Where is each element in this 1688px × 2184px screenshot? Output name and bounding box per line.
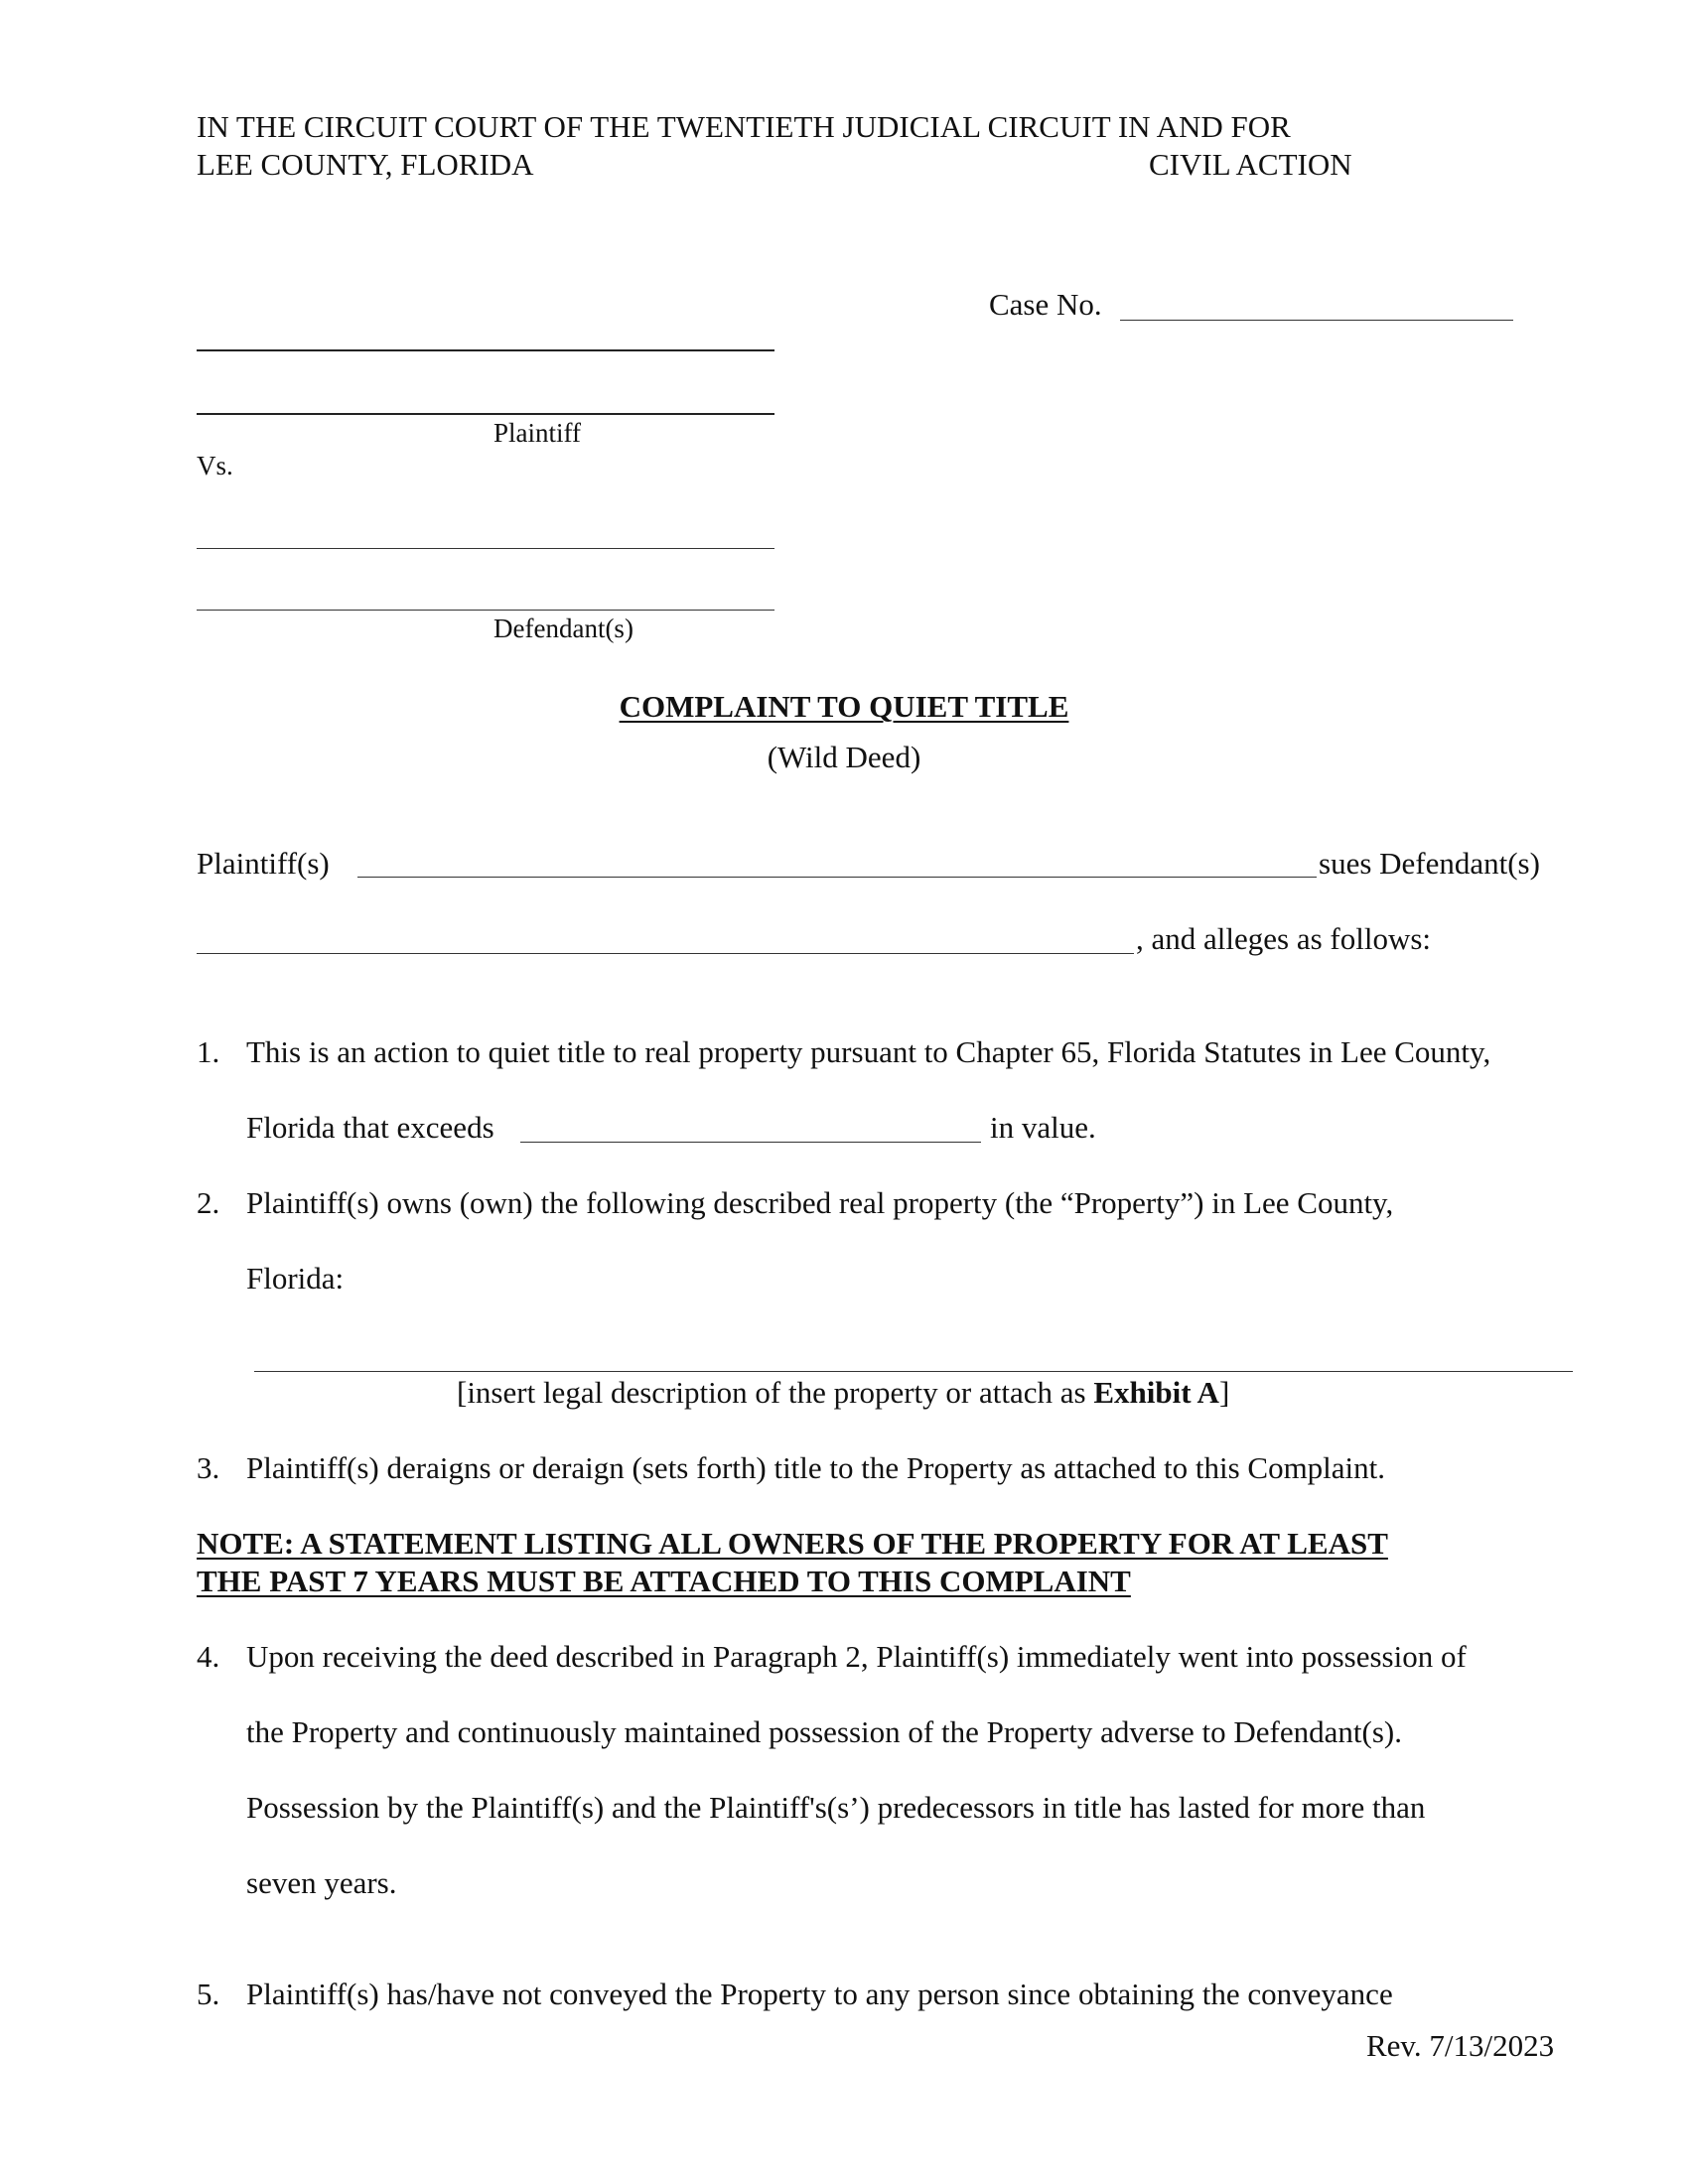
paragraph-4-line-3: Possession by the Plaintiff(s) and the Plaintiff's(s’) predecessors in title has lasted for more than <box>246 1790 1426 1825</box>
revision-date: Rev. 7/13/2023 <box>1366 2028 1555 2063</box>
action-type: CIVIL ACTION <box>1149 147 1352 182</box>
paragraph-4-line-1: Upon receiving the deed described in Paragraph 2, Plaintiff(s) immediately went into possession of <box>246 1639 1467 1674</box>
note-line-1 <box>197 1526 1388 1562</box>
paragraph-1-line-2a: Florida that exceeds <box>246 1110 494 1145</box>
paragraph-3-number: 3. <box>197 1450 220 1485</box>
paragraph-2-line-1: Plaintiff(s) owns (own) the following described real property (the “Property”) in Lee County, <box>246 1185 1394 1220</box>
court-heading: IN THE CIRCUIT COURT OF THE TWENTIETH JUDICIAL CIRCUIT IN AND FOR <box>197 109 1291 144</box>
plaintiff-label: Plaintiff <box>493 418 582 448</box>
paragraph-5-line-1: Plaintiff(s) has/have not conveyed the Property to any person since obtaining the conveyance <box>246 1977 1393 2011</box>
paragraph-2-line-2: Florida: <box>246 1261 345 1296</box>
paragraph-2-number: 2. <box>197 1185 220 1220</box>
case-no-field[interactable] <box>1120 320 1513 321</box>
note-line-2-text: THE PAST 7 YEARS MUST BE ATTACHED TO THIS COMPLAINT <box>197 1564 1131 1598</box>
note-line-1-text: NOTE: A STATEMENT LISTING ALL OWNERS OF THE PROPERTY FOR AT LEAST <box>197 1526 1388 1561</box>
document-title-text: COMPLAINT TO QUIET TITLE <box>619 689 1069 724</box>
legal-description-instruction <box>457 1375 1229 1411</box>
defendant-name-line-2[interactable] <box>197 610 774 611</box>
paragraph-1-line-2b: in value. <box>990 1110 1096 1145</box>
plaintiff-name-line-2[interactable] <box>197 413 774 415</box>
document-subtitle: (Wild Deed) <box>767 740 921 774</box>
intro-alleges-label: , and alleges as follows: <box>1136 921 1432 956</box>
county-label: LEE COUNTY, FLORIDA <box>197 147 534 182</box>
paragraph-4-number: 4. <box>197 1639 220 1674</box>
legal-description-text-b: ] <box>1218 1375 1230 1410</box>
property-value-field[interactable] <box>520 1142 981 1143</box>
paragraph-1-number: 1. <box>197 1034 220 1069</box>
plaintiff-name-line-1[interactable] <box>197 349 774 351</box>
note-line-2 <box>197 1564 1131 1599</box>
paragraph-4-line-4: seven years. <box>246 1865 397 1900</box>
paragraph-4-line-2: the Property and continuously maintained possession of the Property adverse to Defendant(s). <box>246 1714 1402 1749</box>
case-no-label: Case No. <box>989 287 1102 322</box>
legal-description-field[interactable] <box>254 1371 1573 1372</box>
intro-sues-label: sues Defendant(s) <box>1319 846 1540 881</box>
document-title <box>0 689 1688 725</box>
vs-label: Vs. <box>197 451 233 480</box>
paragraph-3-line-1: Plaintiff(s) deraigns or deraign (sets forth) title to the Property as attached to this Complaint. <box>246 1450 1386 1485</box>
plaintiffs-name-field[interactable] <box>357 877 1317 878</box>
legal-description-text-a: [insert legal description of the property or attach as <box>457 1375 1094 1410</box>
defendant-label: Defendant(s) <box>493 614 633 643</box>
defendant-name-line-1[interactable] <box>197 548 774 549</box>
exhibit-a-label: Exhibit A <box>1093 1375 1219 1410</box>
intro-plaintiffs-label: Plaintiff(s) <box>197 846 330 881</box>
paragraph-5-number: 5. <box>197 1977 220 2011</box>
paragraph-1-line-1: This is an action to quiet title to real property pursuant to Chapter 65, Florida Statutes in Lee County, <box>246 1034 1491 1069</box>
defendants-name-field[interactable] <box>197 953 1134 954</box>
